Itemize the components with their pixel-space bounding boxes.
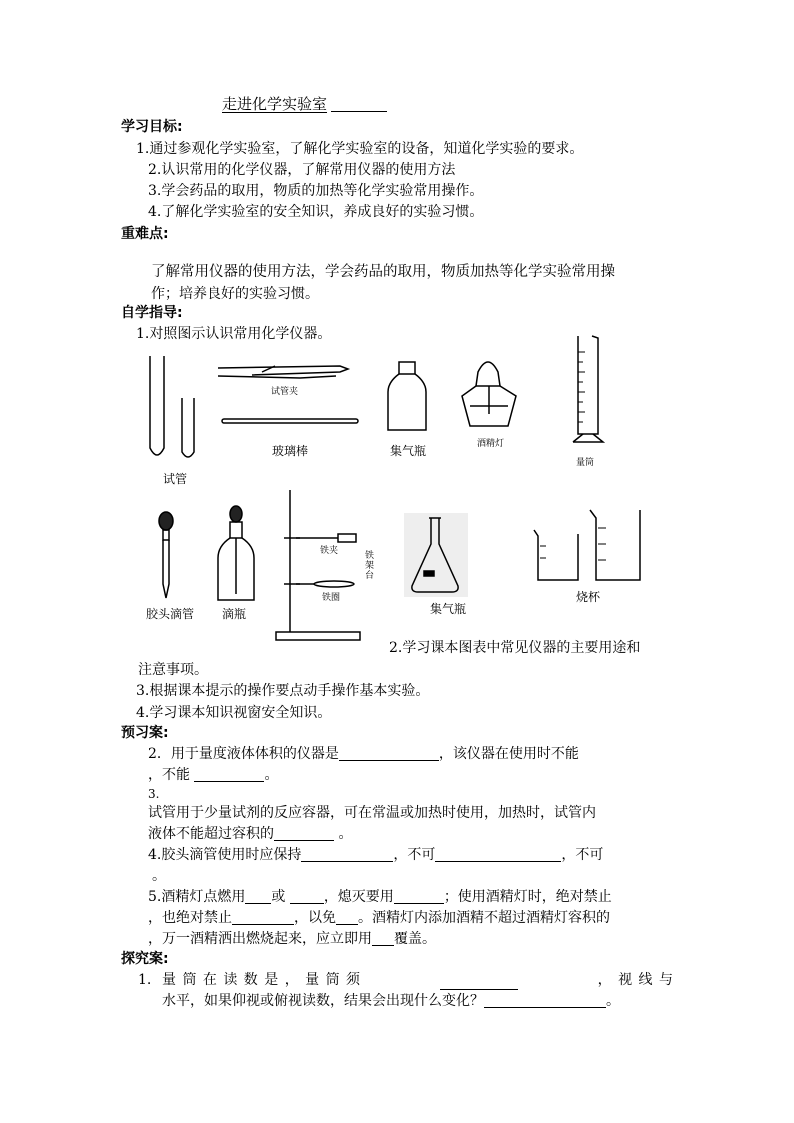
label-graduated-cylinder: 量筒 — [576, 458, 595, 468]
explore-q1-line-1: 量 筒 在 读 数 是 ， 量 筒 须 ， 视 线 与 — [162, 972, 674, 988]
page-title: 走进化学实验室 — [222, 94, 387, 114]
label-gas-bottle: 集气瓶 — [390, 444, 427, 458]
glass-rod-icon — [222, 419, 358, 423]
goal-item-3: 3.学会药品的取用，物质的加热等化学实验常用操作。 — [148, 183, 484, 199]
label-alcohol-lamp: 酒精灯 — [477, 439, 505, 449]
label-iron-stand: 铁架台 — [363, 550, 373, 580]
gas-bottle-icon — [388, 362, 426, 430]
graduated-cylinder-icon — [573, 336, 603, 442]
self-study-item-4: 4.学习课本知识视窗安全知识。 — [136, 705, 332, 721]
blank-q2-2[interactable] — [194, 767, 264, 782]
key-points-heading: 重难点: — [121, 226, 169, 242]
explore-heading: 探究案: — [121, 951, 169, 967]
label-flask: 集气瓶 — [430, 602, 467, 616]
label-iron-clamp: 铁夹 — [320, 546, 339, 556]
preview-q3-line-1: 试管用于少量试剂的反应容器，可在常温或加热时使用，加热时，试管内 — [148, 805, 596, 821]
self-study-item-3: 3.根据课本提示的操作要点动手操作基本实验。 — [136, 683, 430, 699]
dropper-icon — [159, 512, 173, 598]
label-test-tube-holder: 试管夹 — [271, 387, 299, 397]
explore-q1-line-2: 水平，如果仰视或俯视读数，结果会出现什么变化？ 。 — [162, 993, 620, 1009]
blank-explore-1[interactable] — [440, 975, 518, 990]
preview-q3-number: 3. — [148, 787, 160, 801]
label-dropper: 胶头滴管 — [146, 607, 195, 621]
blank-q3-1[interactable] — [274, 826, 334, 841]
preview-q4-end: 。 — [152, 868, 166, 884]
self-study-item-2: 2.学习课本图表中常见仪器的主要用途和 — [389, 640, 641, 656]
key-points-line-1: 了解常用仪器的使用方法，学会药品的取用，物质加热等化学实验常用操 — [151, 264, 615, 280]
preview-q4-line-1: 4.胶头滴管使用时应保持 ，不可 ，不可 — [148, 847, 604, 863]
blank-q5-3[interactable] — [394, 889, 444, 904]
iron-stand-icon — [276, 490, 360, 640]
preview-heading: 预习案: — [121, 725, 169, 741]
self-study-heading: 自学指导: — [121, 305, 183, 321]
key-points-line-2: 作；培养良好的实验习惯。 — [151, 286, 319, 302]
blank-q5-5[interactable] — [336, 910, 358, 925]
dropper-bottle-icon — [218, 506, 254, 600]
blank-q4-2[interactable] — [435, 847, 561, 862]
preview-q2-line-1: 2．用于量度液体体积的仪器是 ，该仪器在使用时不能 — [148, 746, 579, 762]
goals-heading: 学习目标: — [121, 119, 183, 135]
blank-q2-1[interactable] — [339, 746, 439, 761]
blank-q5-6[interactable] — [372, 931, 394, 946]
self-study-item-1: 1.对照图示认识常用化学仪器。 — [136, 326, 332, 342]
preview-q3-line-2: 液体不能超过容积的 。 — [148, 826, 353, 842]
blank-q5-2[interactable] — [290, 889, 324, 904]
test-tube-icon — [150, 356, 194, 457]
test-tube-holder-icon — [218, 366, 348, 378]
label-beaker: 烧杯 — [576, 590, 601, 604]
preview-q2-line-2: ，不能 。 — [148, 767, 279, 783]
blank-q4-1[interactable] — [301, 847, 393, 862]
flask-icon — [404, 513, 468, 597]
label-test-tube: 试管 — [163, 472, 188, 486]
label-glass-rod: 玻璃棒 — [272, 444, 309, 458]
preview-q5-line-3: ，万一酒精洒出燃烧起来，应立即用 覆盖。 — [148, 931, 436, 947]
label-iron-ring: 铁圈 — [322, 593, 341, 603]
blank-q5-4[interactable] — [232, 910, 294, 925]
goal-item-1: 1.通过参观化学实验室，了解化学实验室的设备，知道化学实验的要求。 — [136, 141, 584, 157]
blank-q5-1[interactable] — [245, 889, 271, 904]
explore-q1-number: 1. — [138, 972, 152, 988]
blank-explore-2[interactable] — [484, 993, 606, 1008]
preview-q5-line-2: ，也绝对禁止 ，以免 。酒精灯内添加酒精不超过酒精灯容积的 — [148, 910, 610, 926]
self-study-item-2-cont: 注意事项。 — [138, 662, 208, 678]
goal-item-2: 2.认识常用的化学仪器，了解常用仪器的使用方法 — [148, 162, 456, 178]
beaker-icon — [534, 510, 640, 580]
goal-item-4: 4.了解化学实验室的安全知识，养成良好的实验习惯。 — [148, 204, 484, 220]
alcohol-lamp-icon — [462, 362, 516, 426]
label-dropper-bottle: 滴瓶 — [222, 607, 247, 621]
preview-q5-line-1: 5.酒精灯点燃用 或 ，熄灭要用 ；使用酒精灯时，绝对禁止 — [148, 889, 612, 905]
